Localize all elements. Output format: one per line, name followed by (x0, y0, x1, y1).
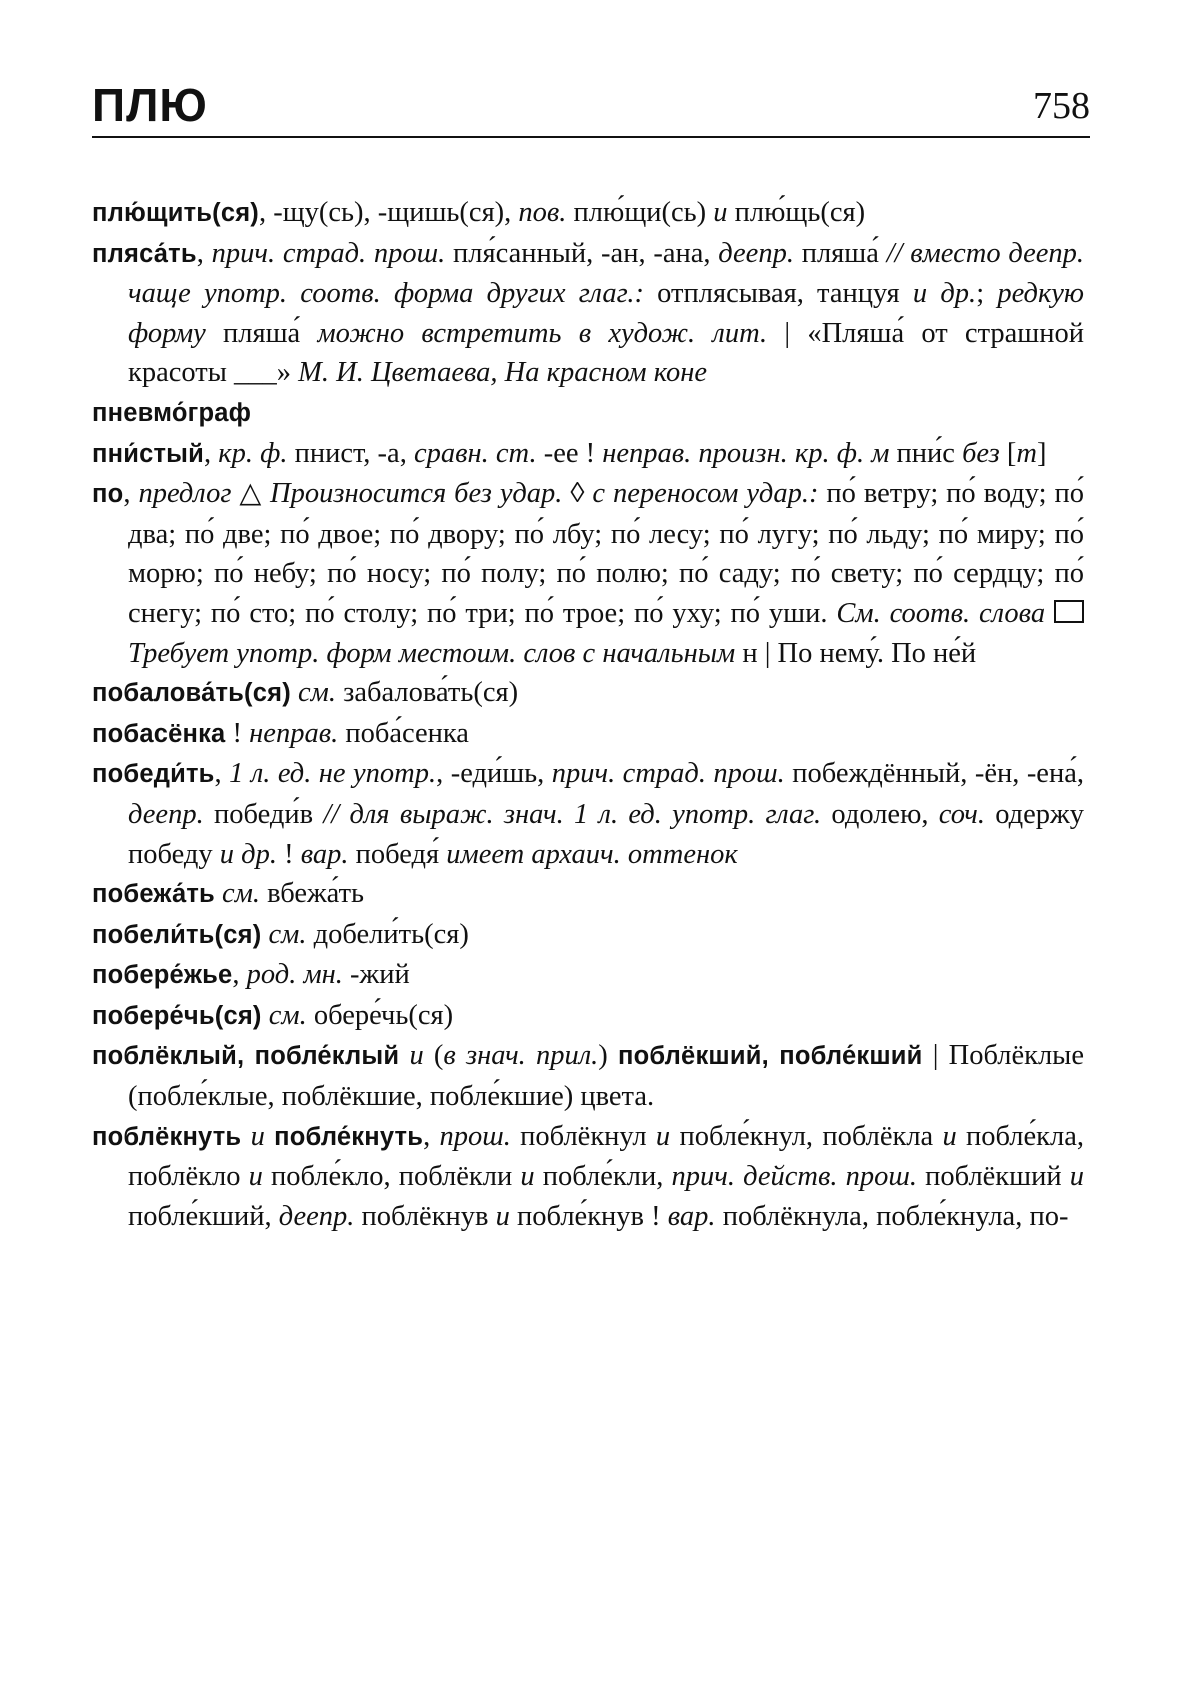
entry-text: побле́кли, (534, 1161, 672, 1193)
dictionary-entry (92, 193, 1084, 234)
grammatical-note: и др. (219, 838, 277, 870)
entry-text: , (196, 237, 212, 269)
grammatical-note: деепр. (718, 237, 794, 269)
headword: поблёклый, побле́клый (92, 1042, 400, 1071)
dictionary-entry (92, 434, 1084, 475)
dictionary-entry (92, 874, 1084, 915)
entry-text: -ее ! (536, 437, 603, 469)
dictionary-entry (92, 714, 1084, 755)
grammatical-note: и (1069, 1161, 1084, 1193)
entry-text: , (214, 758, 230, 790)
grammatical-note: и (409, 1040, 424, 1072)
entry-text: ) (598, 1040, 618, 1072)
entry-text: , (204, 437, 219, 469)
grammatical-note: сравн. ст. (413, 437, 537, 469)
entry-text: , (123, 478, 139, 510)
entry-text: побле́кнул, поблёкла (670, 1120, 943, 1152)
dictionary-entries (92, 193, 1084, 1236)
grammatical-note: вар. (667, 1200, 716, 1232)
entry-text: пляша́ (205, 317, 318, 349)
entry-text (291, 677, 298, 708)
headword: побасёнка (92, 719, 226, 748)
grammatical-note: и (713, 197, 728, 228)
entry-text: побле́кший, (128, 1200, 279, 1232)
grammatical-note: деепр. (278, 1200, 355, 1232)
grammatical-note: 1 л. ед. не употр. (229, 758, 437, 790)
entry-text: поблёкнул (510, 1120, 656, 1152)
entry-text: побле́кла, поблёкло (128, 1120, 1085, 1193)
grammatical-note: неправ. произн. кр. ф. м (602, 437, 890, 469)
grammatical-note: См. соотв. слова (836, 597, 1046, 629)
entry-text: обере́чь(ся) (306, 999, 454, 1031)
entry-text: ! (225, 717, 250, 749)
grammatical-note: М. И. Цветаева, На красном коне (298, 357, 708, 389)
entry-text: плю́щи(сь) (566, 197, 714, 228)
headword: поблёкший, побле́кший (617, 1042, 923, 1071)
headword: побере́жье (92, 961, 233, 990)
entry-text: , (423, 1120, 440, 1152)
entry-text: [ (999, 437, 1017, 469)
entry-text: , -щу(сь), -щишь(ся), (258, 197, 519, 228)
grammatical-note: и др. (912, 278, 977, 310)
grammatical-note: и (520, 1161, 535, 1193)
dictionary-entry (92, 754, 1084, 874)
grammatical-note: прич. страд. прош. (551, 758, 785, 790)
headword: побежа́ть (92, 880, 215, 909)
headword: плю́щить(ся) (92, 199, 259, 227)
headword: пни́стый (92, 439, 205, 468)
square-box-icon (1054, 600, 1084, 623)
entry-text: пни́с (889, 437, 963, 469)
entry-text: , (232, 959, 247, 991)
dictionary-entry (92, 393, 1084, 434)
entry-text: ! (276, 838, 301, 870)
grammatical-note: кр. ф. (218, 437, 288, 469)
page-number: 758 (1033, 85, 1090, 127)
grammatical-note: неправ. (249, 717, 339, 749)
entry-text (265, 1121, 274, 1152)
entry-text: вбежа́ть (260, 878, 365, 910)
dictionary-entry (92, 1036, 1084, 1116)
entry-text: | «Пляша́ от страшной красоты ___» (128, 317, 1084, 389)
entry-text: забалова́ть(ся) (335, 677, 519, 709)
page-header (92, 78, 1090, 138)
grammatical-note: и (655, 1120, 671, 1152)
grammatical-note: пов. (518, 197, 567, 228)
dictionary-entry (92, 1117, 1084, 1237)
dictionary-entry (92, 474, 1084, 673)
grammatical-note: см. (268, 918, 307, 950)
dictionary-entry (92, 915, 1084, 956)
headword: побалова́ть(ся) (92, 679, 291, 708)
grammatical-note: без (962, 437, 1000, 469)
grammatical-note: и (942, 1120, 957, 1152)
headword: пляса́ть (92, 239, 197, 268)
entry-text: н | По нему́. По не́й (735, 637, 977, 669)
entry-text (399, 1040, 409, 1071)
dictionary-entry (92, 673, 1084, 714)
entry-text: -жий (342, 959, 410, 991)
headword: побле́кнуть (274, 1122, 424, 1151)
entry-text: поблёкнув (354, 1200, 496, 1232)
entry-text: | Поблёклые (побле́клые, поблёкшие, побле́кшие) цвета. (128, 1040, 1084, 1113)
grammatical-note: можно встретить в худож. лит. (317, 317, 768, 349)
grammatical-note: в знач. прил. (443, 1040, 599, 1072)
grammatical-note: см. (268, 999, 307, 1031)
grammatical-note: т (1016, 437, 1038, 469)
entry-text: одолею, (821, 798, 939, 830)
grammatical-note: деепр. (128, 798, 204, 830)
headword: побере́чь(ся) (92, 1001, 262, 1030)
entry-text: плю́щь(ся) (727, 197, 866, 228)
entry-text (262, 1000, 269, 1031)
entry-text: добели́ть(ся) (306, 918, 469, 950)
entry-text: пнист, -а, (287, 437, 414, 469)
entry-text: побеждённый, -ён, -ена́, (784, 758, 1084, 790)
entry-text: поблёкший (917, 1161, 1070, 1193)
grammatical-note: род. мн. (246, 959, 343, 991)
grammatical-note: имеет архаич. оттенок (446, 838, 738, 870)
grammatical-note: и (248, 1161, 263, 1193)
headword: побели́ть(ся) (92, 920, 262, 949)
dictionary-entry (92, 996, 1084, 1037)
headword: победи́ть (92, 760, 215, 789)
entry-text: ( (423, 1040, 444, 1072)
grammatical-note: вар. (300, 838, 349, 870)
entry-text: одержу победу (128, 798, 1084, 870)
entry-text: поба́сенка (338, 717, 469, 749)
headword: по (92, 480, 124, 509)
grammatical-note: предлог △ Произносится без удар. ◊ с переносом удар.: (138, 478, 819, 510)
grammatical-note: прич. страд. прош. (211, 237, 446, 269)
grammatical-note: и (250, 1120, 265, 1152)
headword: поблёкнуть (92, 1122, 242, 1151)
grammatical-note: см. (222, 878, 261, 910)
dictionary-entry (92, 234, 1084, 393)
grammatical-note: // для выраж. знач. 1 л. ед. употр. глаг. (323, 798, 822, 830)
entry-text: победи́в (203, 798, 324, 830)
entry-text: , -еди́шь, (436, 758, 552, 790)
grammatical-note: см. (298, 677, 336, 709)
entry-text: отплясывая, танцуя (643, 278, 913, 310)
entry-text (261, 919, 268, 950)
entry-text (215, 878, 222, 909)
grammatical-note: прич. действ. прош. (671, 1161, 918, 1193)
grammatical-note: // вместо деепр. чаще употр. соотв. форма других глаг.: (128, 237, 1085, 310)
entry-text (241, 1121, 250, 1152)
entry-text: ] (1037, 437, 1047, 469)
entry-text: победя́ (348, 838, 447, 870)
grammatical-note: соч. (938, 798, 985, 830)
dictionary-entry (92, 955, 1084, 996)
entry-text: ; (976, 278, 998, 310)
running-head: ПЛЮ (92, 79, 208, 131)
grammatical-note: редкую форму (128, 278, 1085, 349)
entry-text: по́ ветру; по́ воду; по́ два; по́ две; по́ двое; по́ двору; по́ лбу; по́ лесу; по́ лугу; по́ льду; по́ миру; по́ морю; по́ небу; по́ носу; по́ полу; по́ полю; по́ саду; по́ свету; по́ сердцу; по́ снегу; по́ сто; по́ столу; по́ три; по́ трое; по́ уху; по́ уши. (128, 478, 1085, 629)
grammatical-note: Требует употр. форм местоим. слов с начальным (128, 637, 736, 669)
entry-text: пля́санный, -ан, -ана, (445, 237, 719, 269)
entry-text: побле́кнув ! (509, 1200, 668, 1232)
grammatical-note: прош. (439, 1120, 511, 1152)
entry-text: пляша́ (793, 237, 887, 269)
entry-text: побле́кло, поблёкли (262, 1161, 521, 1193)
headword: пневмо́граф (92, 398, 252, 427)
grammatical-note: и (495, 1200, 510, 1232)
entry-text: поблёкнула, побле́кнула, по- (715, 1200, 1069, 1232)
